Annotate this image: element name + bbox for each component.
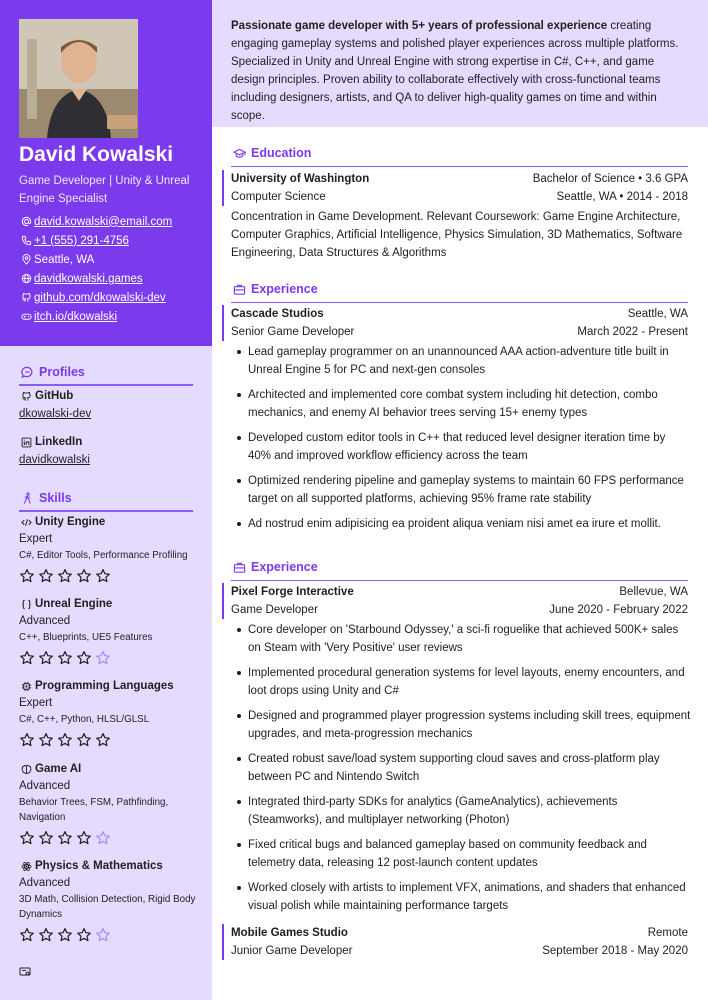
star-filled-icon — [57, 568, 73, 584]
education-description: Concentration in Game Development. Relevant Coursework: Game Engine Architecture, Computer Graphics, Artificial Intelligence, Physics Simulation, 3D Mathematics, Software Engineering, Data Structures & Algorithms — [231, 211, 683, 259]
star-filled-icon — [76, 650, 92, 666]
certificate-icon — [19, 966, 33, 980]
experience-section — [231, 559, 688, 575]
job-position: Game Developer — [231, 604, 318, 616]
atom-icon — [19, 859, 33, 873]
star-empty-icon — [95, 830, 111, 846]
star-filled-icon — [38, 927, 54, 943]
star-filled-icon — [38, 568, 54, 584]
star-filled-icon — [19, 732, 35, 748]
skill-name: Unreal Engine — [35, 598, 113, 610]
star-empty-icon — [95, 927, 111, 943]
education-entry — [222, 170, 688, 206]
skills-heading: Skills — [19, 490, 199, 506]
entry-accent-bar — [222, 305, 224, 341]
github-link[interactable]: github.com/dkowalski-dev — [34, 291, 166, 304]
star-filled-icon — [57, 927, 73, 943]
star-filled-icon — [57, 650, 73, 666]
job-date: March 2022 - Present — [577, 326, 688, 338]
contact-website[interactable] — [19, 269, 172, 288]
profile-username-link[interactable]: dkowalski-dev — [19, 408, 92, 420]
list-item: Core developer on 'Starbound Odyssey,' a sci-fi roguelike that achieved 500K+ sales on Steam with 'Very Positive' user reviews — [231, 621, 691, 657]
list-item: Lead gameplay programmer on an unannounced AAA action-adventure title built in Unreal Engine 5 for PC and next-gen consoles — [231, 343, 691, 379]
candidate-name: David Kowalski — [19, 143, 174, 166]
summary-text — [231, 17, 691, 125]
braces-icon — [19, 597, 33, 611]
company: Pixel Forge Interactive — [231, 586, 354, 598]
education-location-date: Seattle, WA • 2014 - 2018 — [556, 191, 688, 203]
skill-rating — [19, 650, 199, 666]
job-location: Remote — [647, 927, 688, 939]
location-pin-icon — [19, 253, 33, 267]
star-filled-icon — [38, 650, 54, 666]
star-filled-icon — [19, 830, 35, 846]
star-filled-icon — [57, 830, 73, 846]
contact-email[interactable] — [19, 212, 172, 231]
next-section-marker — [19, 966, 199, 981]
job-date: June 2020 - February 2022 — [549, 604, 688, 616]
skill-level: Advanced — [19, 615, 71, 627]
at-icon — [19, 215, 33, 229]
person-walking-icon — [19, 490, 35, 506]
left-column — [0, 0, 212, 1000]
star-filled-icon — [95, 732, 111, 748]
star-filled-icon — [76, 568, 92, 584]
code-icon — [19, 515, 33, 529]
star-empty-icon — [95, 650, 111, 666]
skill-level: Advanced — [19, 877, 71, 889]
website-link[interactable]: davidkowalski.games — [34, 272, 143, 285]
linkedin-icon — [19, 435, 33, 449]
skill-rating — [19, 732, 199, 748]
skill-name: Programming Languages — [35, 680, 174, 692]
candidate-headline: Game Developer | Unity & Unreal Engine Specialist — [19, 175, 190, 205]
contact-phone[interactable] — [19, 231, 172, 250]
profile-network: LinkedIn — [35, 436, 83, 448]
list-item: Developed custom editor tools in C++ that reduced level designer iteration time by 40% and improved workflow efficiency across the team — [231, 429, 691, 465]
contact-location — [19, 250, 172, 269]
list-item: Optimized rendering pipeline and gameplay systems to maintain 60 FPS performance target on all supported platforms, achieving 95% frame rate stability — [231, 472, 691, 508]
briefcase-icon — [231, 281, 247, 297]
skill-keywords: C++, Blueprints, UE5 Features — [19, 632, 153, 643]
institution: University of Washington — [231, 173, 370, 185]
experience-highlights — [231, 343, 691, 533]
skill-item — [19, 761, 199, 846]
list-item: Implemented procedural generation systems for level layouts, enemy encounters, and loot drops using Unity and C# — [231, 664, 691, 700]
entry-accent-bar — [222, 583, 224, 619]
experience-entry — [222, 305, 688, 341]
profile-network: GitHub — [35, 390, 74, 402]
education-section — [231, 145, 688, 161]
skill-item — [19, 514, 199, 584]
chip-icon — [19, 679, 33, 693]
experience-rule — [231, 580, 688, 581]
summary-body: creating engaging gameplay systems and polished player experiences across multiple platforms. Specialized in Unity and Unreal Engine with strong expertise in C#, C++, and game design principles. Proven ability to collaborate effectively with cross-functional teams including designers, artists, and QA to deliver high-quality games on time and within scope. — [231, 20, 679, 122]
contact-list — [19, 212, 172, 326]
list-item: Ad nostrud enim adipisicing ea proident aliqua veniam nisi amet ea irure et mollit. — [231, 515, 691, 533]
skill-rating — [19, 927, 199, 943]
skills-rule — [19, 510, 193, 512]
entry-accent-bar — [222, 170, 224, 206]
star-filled-icon — [38, 732, 54, 748]
list-item: Created robust save/load system supporting cloud saves and cross-platform play between PC and Nintendo Switch — [231, 750, 691, 786]
briefcase-icon — [231, 559, 247, 575]
skills-section — [19, 490, 199, 506]
skill-name: Physics & Mathematics — [35, 860, 163, 872]
star-filled-icon — [19, 568, 35, 584]
experience-entry — [222, 583, 688, 619]
skill-keywords: Behavior Trees, FSM, Pathfinding, Navigation — [19, 797, 169, 823]
skill-level: Expert — [19, 697, 53, 709]
skill-item — [19, 678, 199, 748]
star-filled-icon — [76, 830, 92, 846]
experience-highlights — [231, 621, 691, 915]
chat-icon — [19, 364, 35, 380]
star-filled-icon — [57, 732, 73, 748]
skill-name: Game AI — [35, 763, 82, 775]
education-heading: Education — [231, 145, 688, 161]
skill-rating — [19, 830, 199, 846]
skill-level: Advanced — [19, 780, 71, 792]
profiles-heading: Profiles — [19, 364, 199, 380]
star-filled-icon — [19, 927, 35, 943]
education-rule — [231, 166, 688, 167]
job-position: Junior Game Developer — [231, 945, 353, 957]
globe-icon — [19, 272, 33, 286]
degree: Bachelor of Science • 3.6 GPA — [532, 173, 688, 185]
experience-heading: Experience — [231, 281, 688, 297]
profile-github — [19, 388, 199, 420]
summary-highlight: Passionate game developer with 5+ years of professional experience — [231, 20, 608, 32]
company: Mobile Games Studio — [231, 927, 348, 939]
brain-icon — [19, 762, 33, 776]
list-item: Fixed critical bugs and balanced gameplay based on community feedback and telemetry data, releasing 12 post-launch content updates — [231, 836, 691, 872]
star-filled-icon — [38, 830, 54, 846]
star-filled-icon — [76, 927, 92, 943]
job-location: Seattle, WA — [627, 308, 688, 320]
graduation-cap-icon — [231, 145, 247, 161]
skill-keywords: C#, C++, Python, HLSL/GLSL — [19, 714, 150, 725]
list-item: Worked closely with artists to implement VFX, animations, and shaders that enhanced visual polish while maintaining performance targets — [231, 879, 691, 915]
profile-username-link[interactable]: davidkowalski — [19, 454, 90, 466]
phone-icon — [19, 234, 33, 248]
skill-item — [19, 596, 199, 666]
skill-keywords: 3D Math, Collision Detection, Rigid Body Dynamics — [19, 894, 196, 920]
contact-github[interactable] — [19, 288, 172, 307]
header-panel — [0, 0, 212, 346]
email-link[interactable]: david.kowalski@email.com — [34, 215, 173, 228]
field-of-study: Computer Science — [231, 191, 326, 203]
itch-link[interactable]: itch.io/dkowalski — [34, 310, 118, 323]
github-icon — [19, 389, 33, 403]
contact-itch[interactable] — [19, 307, 172, 326]
profiles-section — [19, 364, 199, 380]
star-filled-icon — [76, 732, 92, 748]
job-position: Senior Game Developer — [231, 326, 355, 338]
gamepad-icon — [19, 310, 33, 324]
phone-link[interactable]: +1 (555) 291-4756 — [34, 234, 129, 247]
company: Cascade Studios — [231, 308, 324, 320]
experience-heading: Experience — [231, 559, 688, 575]
entry-accent-bar — [222, 924, 224, 960]
job-date: September 2018 - May 2020 — [542, 945, 688, 957]
list-item: Designed and programmed player progression systems including skill trees, equipment upgrades, and meta-progression mechanics — [231, 707, 691, 743]
profiles-rule — [19, 384, 193, 386]
star-filled-icon — [95, 568, 111, 584]
location-text: Seattle, WA — [34, 253, 95, 266]
skill-item — [19, 858, 199, 943]
skill-rating — [19, 568, 199, 584]
github-icon — [19, 291, 33, 305]
experience-rule — [231, 302, 688, 303]
list-item: Architected and implemented core combat system including hit detection, combo mechanics, and enemy AI behavior trees serving 15+ enemy types — [231, 386, 691, 422]
star-filled-icon — [19, 650, 35, 666]
skill-keywords: C#, Editor Tools, Performance Profiling — [19, 550, 188, 561]
job-location: Bellevue, WA — [619, 586, 688, 598]
list-item: Integrated third-party SDKs for analytics (GameAnalytics), achievements (Steamworks), and multiplayer networking (Photon) — [231, 793, 691, 829]
profile-linkedin — [19, 434, 199, 466]
skill-name: Unity Engine — [35, 516, 106, 528]
profile-photo — [19, 19, 138, 138]
experience-section — [231, 281, 688, 297]
skill-level: Expert — [19, 533, 53, 545]
experience-entry — [222, 924, 688, 960]
